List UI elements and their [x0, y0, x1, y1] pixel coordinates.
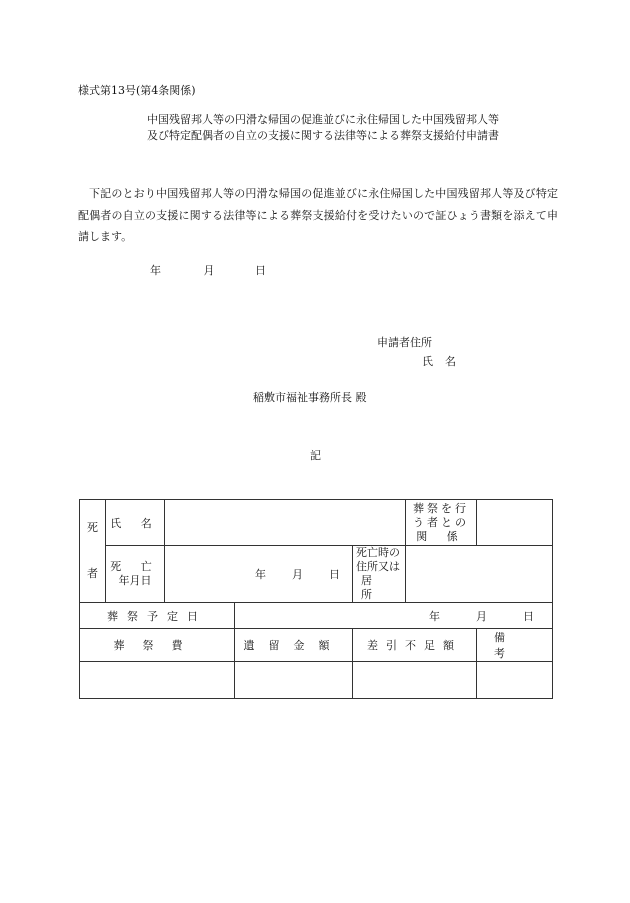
- relation-label-line-2: う者との: [413, 515, 469, 529]
- deceased-label-bottom: 者: [87, 567, 98, 580]
- remaining-money-input[interactable]: [235, 662, 353, 699]
- deceased-label-top: 死: [87, 521, 98, 534]
- funeral-month-label: 月: [476, 609, 487, 623]
- death-month-label: 月: [292, 568, 303, 581]
- shortfall-input[interactable]: [353, 662, 477, 699]
- funeral-cost-input[interactable]: [80, 662, 235, 699]
- form-title-line-1: 中国残留邦人等の円滑な帰国の促進並びに永住帰国した中国残留邦人等: [147, 113, 499, 126]
- form-title-line-2: 及び特定配偶者の自立の支援に関する法律等による葬祭支援給付申請書: [147, 129, 499, 142]
- relation-label-line-3: 関 係: [416, 529, 466, 543]
- funeral-day-label: 日: [523, 609, 534, 623]
- date-year-label: 年: [150, 264, 161, 277]
- shortfall-header: 差引不足額: [353, 629, 477, 662]
- death-year-label: 年: [255, 568, 266, 581]
- death-address-label-line-1: 死亡時の: [356, 546, 400, 559]
- death-address-input[interactable]: [406, 546, 553, 603]
- date-day-label: 日: [255, 264, 266, 277]
- remarks-input[interactable]: [477, 662, 553, 699]
- deceased-label: [80, 500, 106, 603]
- funeral-date-label: 葬祭予定日: [80, 603, 235, 629]
- application-date: [150, 262, 266, 278]
- death-date-label-line-1: 死 亡: [110, 560, 160, 573]
- form-number: 様式第13号(第4条関係): [78, 84, 196, 97]
- death-date-label-line-2: 年月日: [118, 574, 152, 587]
- death-address-label: [353, 546, 406, 603]
- remaining-money-header: 遺留金額: [235, 629, 353, 662]
- addressee: 稲敷市福祉事務所長 殿: [253, 391, 367, 404]
- death-date-input[interactable]: [165, 546, 353, 603]
- death-day-label: 日: [329, 568, 340, 581]
- name-input[interactable]: [165, 500, 406, 546]
- funeral-year-label: 年: [429, 609, 440, 623]
- funeral-cost-header: 葬祭費: [80, 629, 235, 662]
- funeral-date-input[interactable]: [235, 603, 553, 629]
- ki-heading: 記: [310, 449, 321, 462]
- application-statement: 下記のとおり中国残留邦人等の円滑な帰国の促進並びに永住帰国した中国残留邦人等及び特定配偶者の自立の支援に関する法律等による葬祭支援給付を受けたいので証ひょう書類を添えて申請します。: [78, 187, 558, 243]
- relation-label-line-1: 葬祭を行: [413, 501, 469, 515]
- relation-input[interactable]: [477, 500, 553, 546]
- date-month-label: 月: [203, 264, 215, 277]
- remarks-header: 備考: [477, 629, 553, 662]
- applicant-address-label: 申請者住所: [377, 336, 432, 349]
- application-table: [79, 499, 553, 699]
- relation-label: [406, 500, 477, 546]
- name-label: 氏 名: [106, 500, 165, 546]
- death-address-label-line-3: 居 所: [361, 574, 386, 601]
- death-date-label: [106, 546, 165, 603]
- applicant-name-label: 氏名: [422, 355, 468, 368]
- death-address-label-line-2: 住所又は: [356, 560, 400, 573]
